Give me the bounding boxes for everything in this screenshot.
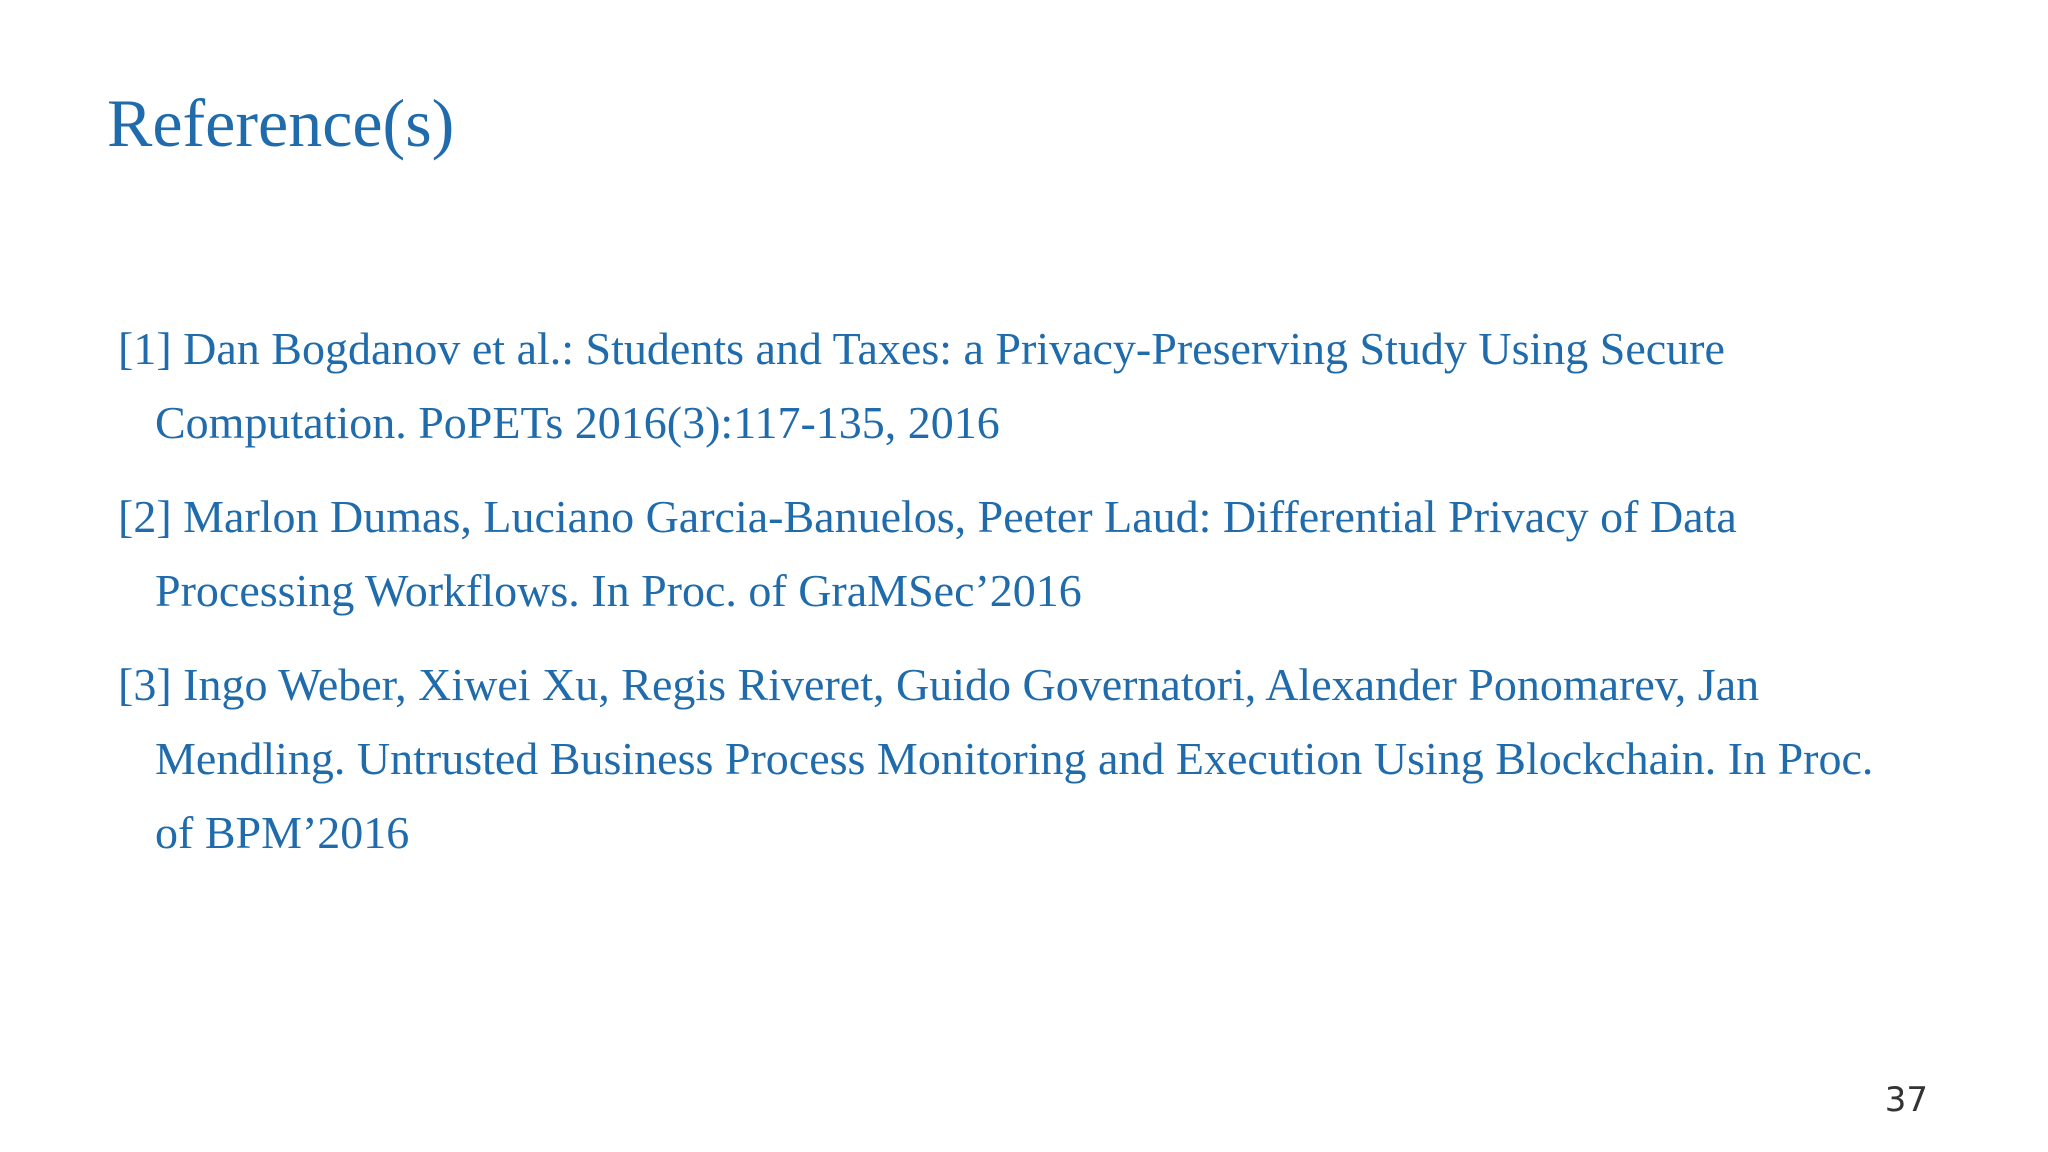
reference-item-3: [3] Ingo Weber, Xiwei Xu, Regis Riveret, Guido Governatori, Alexander Ponomarev, Jan Mendling. Untrusted Business Process Monitoring and Execution Using Blockchain. In Proc. of BPM’2016 bbox=[118, 659, 1874, 858]
reference-list bbox=[118, 312, 1898, 890]
slide-title: Reference(s) bbox=[107, 85, 455, 161]
page-number: 37 bbox=[1884, 1080, 1928, 1120]
reference-item-2: [2] Marlon Dumas, Luciano Garcia-Banuelos, Peeter Laud: Differential Privacy of Data Processing Workflows. In Proc. of GraMSec’2016 bbox=[118, 491, 1737, 616]
reference-item-1: [1] Dan Bogdanov et al.: Students and Taxes: a Privacy-Preserving Study Using Secure Computation. PoPETs 2016(3):117-135, 2016 bbox=[118, 323, 1725, 448]
